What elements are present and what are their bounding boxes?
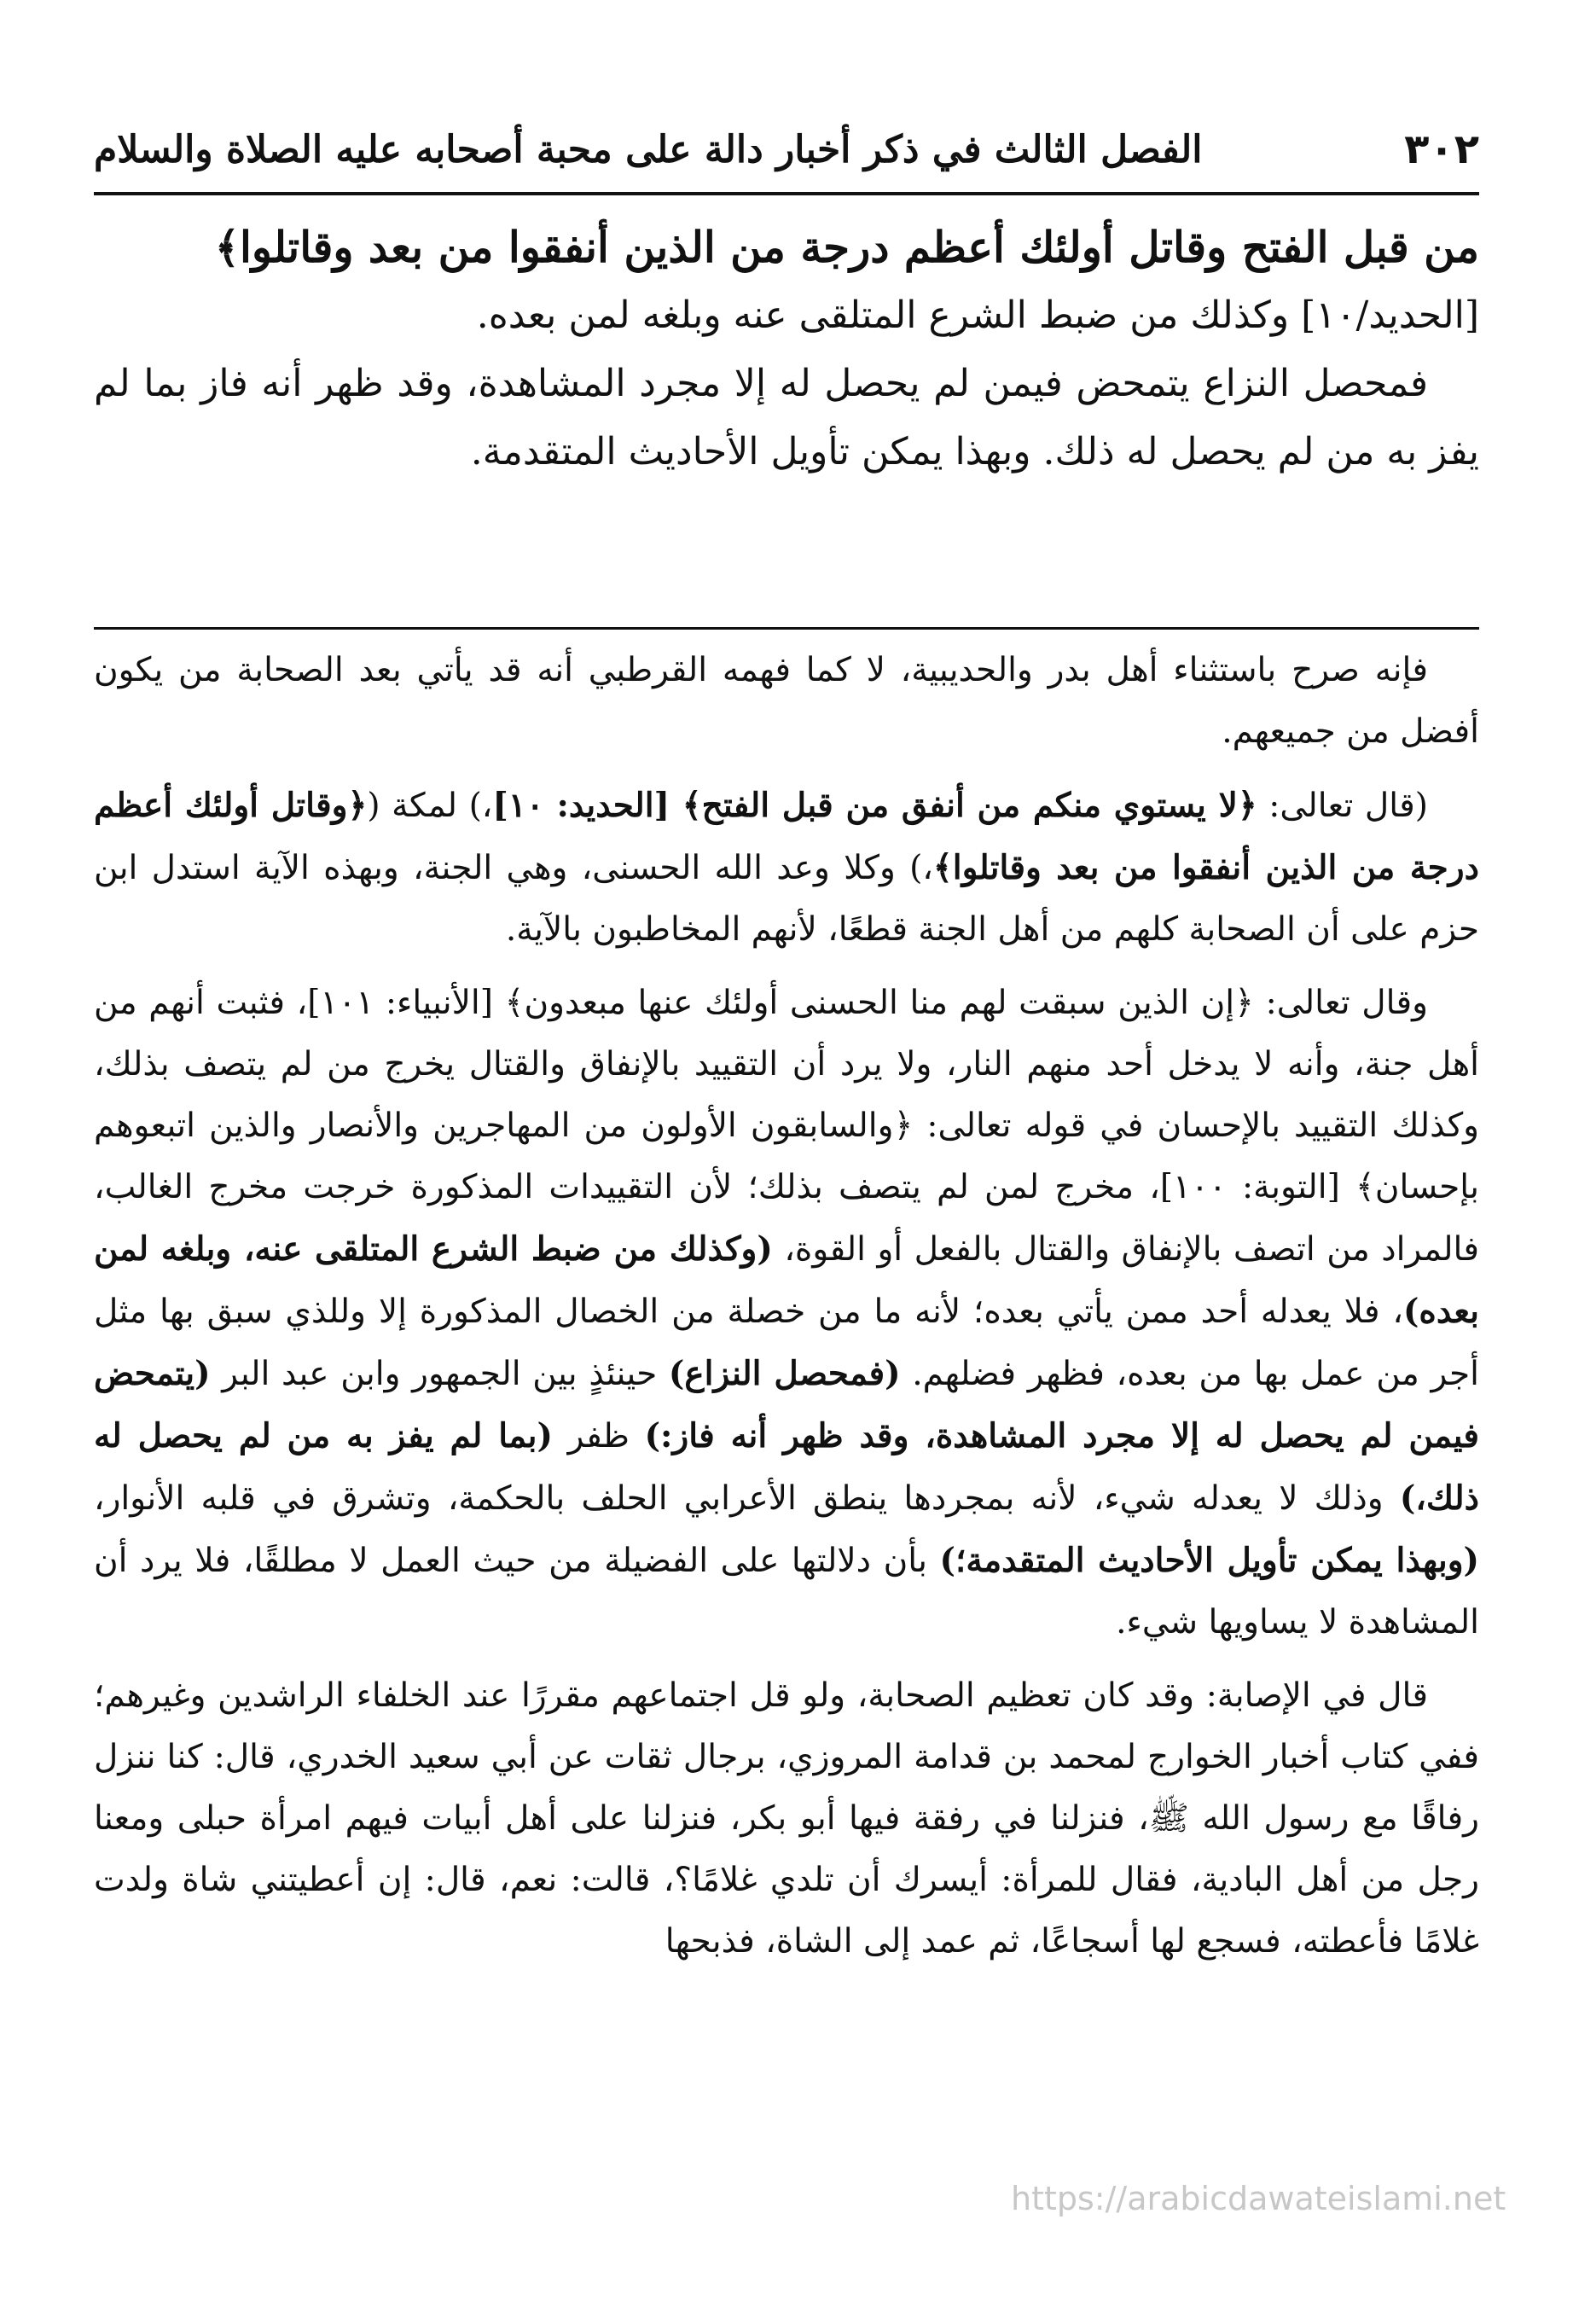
text-run: وذلك لا يعدله شيء، لأنه بمجردها ينطق الأعرابي الحلف بالحكمة، وتشرق في قلبه الأنوار، <box>94 1479 1400 1518</box>
text-run: ظفر <box>552 1417 645 1455</box>
quran-verse-line: من قبل الفتح وقاتل أولئك أعظم درجة من الذين أنفقوا من بعد وقاتلوا﴾ <box>214 222 1479 272</box>
footnote-separator <box>94 627 1479 630</box>
text-run: بأن دلالتها على الفضيلة من حيث العمل لا مطلقًا، فلا يرد أن المشاهدة لا يساويها شيء. <box>94 1542 1479 1641</box>
text-run: ،) لمكة ( <box>367 787 493 825</box>
quoted-text: (بما لم يفز به من لم يحصل له ذلك،) <box>94 1416 1479 1518</box>
text-run: ، فلا يعدله أحد ممن يأتي بعده؛ لأنه ما من خصلة من الخصال المذكورة إلا وللذي سبق بها مثل أجر من عمل بها من بعده، فظهر فضلهم. <box>94 1293 1479 1393</box>
quran-quote: ﴿وقاتل أولئك أعظم درجة من الذين أنفقوا من بعد وقاتلوا﴾ <box>94 786 1479 887</box>
page-number: ٣٠٢ <box>1404 125 1479 173</box>
quoted-text: (يتمحض فيمن لم يحصل له إلا مجرد المشاهدة، وقد ظهر أنه فاز:) <box>94 1354 1479 1455</box>
text-run: وقال تعالى: ﴿إن الذين سبقت لهم منا الحسنى أولئك عنها مبعدون﴾ [الأنبياء: ١٠١]، فثبت أنهم من أهل جنة، وأنه لا يدخل أحد منهم النار، ولا يرد أن التقييد بالإنفاق والقتال يخرج من لم يتصف بذلك، وكذلك التقييد بالإحسان في قوله تعالى: ﴿والسابقون الأولون من المهاجرين والأنصار والذين اتبعوهم بإحسان﴾ [التوبة: ١٠٠]، مخرج لمن لم يتصف بذلك؛ لأن التقييدات المذكورة خرجت مخرج الغالب، فالمراد من اتصف بالإنفاق والقتال بالفعل أو القوة، <box>94 984 1479 1269</box>
main-text-block <box>94 213 1479 486</box>
quran-quote: ﴿لا يستوي منكم من أنفق من قبل الفتح﴾ [الحديد: ١٠] <box>492 786 1257 825</box>
commentary-paragraph-2 <box>94 775 1479 961</box>
watermark-url: https://arabicdawateislami.net <box>1011 2180 1506 2217</box>
text-run: (قال تعالى: <box>1257 787 1429 825</box>
page-header <box>94 115 1479 183</box>
commentary-paragraph-1: فإنه صرح باستثناء أهل بدر والحديبية، لا كما فهمه القرطبي أنه قد يأتي بعد الصحابة من يكون أفضل من جميعهم. <box>94 651 1479 751</box>
commentary-block <box>94 640 1479 1984</box>
running-title: الفصل الثالث في ذكر أخبار دالة على محبة أصحابه عليه الصلاة والسلام <box>94 127 1203 171</box>
quoted-text: (وبهذا يمكن تأويل الأحاديث المتقدمة؛) <box>939 1541 1479 1580</box>
quoted-text: (فمحصل النزاع) <box>668 1354 901 1393</box>
text-run: ،) وكلا وعد الله الحسنى، وهي الجنة، وبهذه الآية استدل ابن حزم على أن الصحابة كلهم من أهل الجنة قطعًا، لأنهم المخاطبون بالآية. <box>94 849 1479 949</box>
main-text-line: [الحديد/١٠] وكذلك من ضبط الشرع المتلقى عنه وبلغه لمن بعده. <box>476 293 1479 337</box>
commentary-paragraph-3 <box>94 973 1479 1653</box>
quoted-text: (وكذلك من ضبط الشرع المتلقى عنه، وبلغه لمن بعده) <box>94 1229 1479 1331</box>
header-rule <box>94 192 1479 195</box>
main-paragraph: فمحصل النزاع يتمحض فيمن لم يحصل له إلا مجرد المشاهدة، وقد ظهر أنه فاز بما لم يفز به من لم يحصل له ذلك. وبهذا يمكن تأويل الأحاديث المتقدمة. <box>94 362 1479 474</box>
text-run: حينئذٍ بين الجمهور وابن عبد البر <box>210 1355 669 1393</box>
commentary-paragraph-4: قال في الإصابة: وقد كان تعظيم الصحابة، ولو قل اجتماعهم مقررًا عند الخلفاء الراشدين وغيرهم؛ ففي كتاب أخبار الخوارج لمحمد بن قدامة المروزي، برجال ثقات عن أبي سعيد الخدري، قال: كنا ننزل رفاقًا مع رسول الله ﷺ، فنزلنا في رفقة فيها أبو بكر، فنزلنا على أهل أبيات فيهم امرأة حبلى ومعنا رجل من أهل البادية، فقال للمرأة: أيسرك أن تلدي غلامًا؟، قالت: نعم، قال: إن أعطيتني شاة ولدت غلامًا فأعطته، فسجع لها أسجاعًا، ثم عمد إلى الشاة، فذبحها <box>94 1676 1479 1961</box>
